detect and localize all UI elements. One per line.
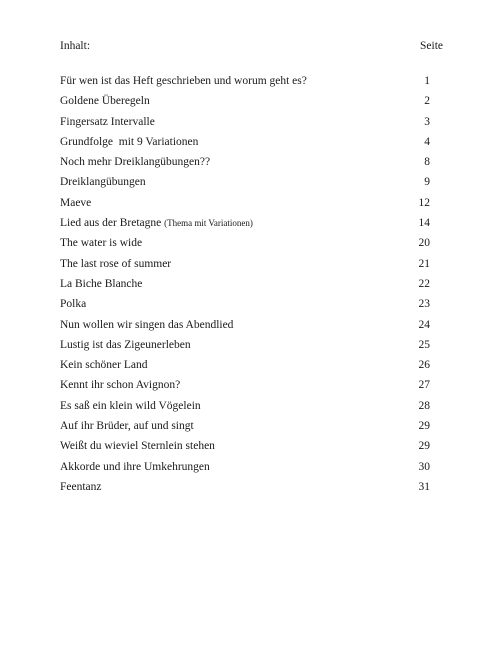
toc-entry [60,277,430,297]
toc-entry-title: Dreiklangübungen [60,176,146,189]
toc-entry-page: 26 [418,359,430,372]
toc-entry-page: 22 [418,277,430,290]
toc-entry-title: Auf ihr Brüder, auf und singt [60,420,194,433]
toc-entry-page: 12 [418,196,430,209]
toc-entry [60,94,430,114]
toc-entry [60,338,430,358]
toc-entry-title: Kennt ihr schon Avignon? [60,379,181,392]
toc-entry-title: Es saß ein klein wild Vögelein [60,399,201,412]
toc-entry-title: The water is wide [60,237,143,250]
toc-entry-title: Grundfolge mit 9 Variationen [60,135,199,148]
toc-entry-title: Fingersatz Intervalle [60,115,155,128]
toc-entry-note: (Thema mit Variationen) [164,218,253,229]
toc-entry-page: 2 [424,95,430,108]
toc-entry-page: 29 [418,440,430,453]
toc-entry-page: 25 [418,338,430,351]
toc-entry [60,358,430,378]
toc-entry [60,135,430,155]
toc-entry-page: 29 [418,420,430,433]
toc-entry [60,378,430,398]
toc-entry-title: Für wen ist das Heft geschrieben und worum geht es? [60,75,307,87]
toc-entry-page: 27 [418,379,430,392]
toc-entry-title: Feentanz [60,480,102,493]
toc-entry-page: 31 [418,480,430,493]
toc-entry [60,439,430,459]
toc-entry [60,257,430,277]
toc-entry-title: The last rose of summer [60,257,172,270]
toc-header [60,40,443,56]
toc-entry-page: 1 [424,75,430,87]
toc-entry-title: Lied aus der Bretagne (Thema mit Variationen) [60,217,253,230]
table-of-contents [60,74,430,500]
toc-entry-title: Weißt du wieviel Sternlein stehen [60,440,215,453]
toc-entry-title: Lustig ist das Zigeunerleben [60,338,191,351]
toc-entry-title: Goldene Überegeln [60,95,150,108]
toc-entry [60,419,430,439]
toc-entry [60,155,430,175]
toc-entry [60,480,430,500]
toc-entry-page: 23 [418,298,430,311]
toc-entry-title: La Biche Blanche [60,277,143,290]
toc-heading: Inhalt: [60,40,91,52]
toc-entry [60,399,430,419]
toc-entry-title: Akkorde und ihre Umkehrungen [60,460,210,473]
toc-entry [60,460,430,480]
toc-entry-title: Polka [60,298,87,311]
toc-entry [60,175,430,195]
toc-entry-page: 24 [418,318,430,331]
toc-entry [60,318,430,338]
toc-entry-title: Nun wollen wir singen das Abendlied [60,318,234,331]
toc-entry-page: 4 [424,135,430,148]
toc-entry-page: 14 [418,217,430,230]
toc-entry [60,297,430,317]
toc-entry-page: 28 [418,399,430,412]
toc-entry-title: Maeve [60,196,92,209]
toc-entry [60,74,430,94]
toc-entry-title: Kein schöner Land [60,359,148,372]
toc-entry-page: 8 [424,156,430,169]
page-column-heading: Seite [420,40,443,52]
toc-entry [60,216,430,236]
toc-entry-title: Noch mehr Dreiklangübungen?? [60,156,211,169]
toc-entry-page: 21 [418,257,430,270]
toc-entry-page: 30 [418,460,430,473]
toc-entry [60,236,430,256]
toc-entry [60,196,430,216]
toc-entry-page: 9 [424,176,430,189]
toc-entry [60,115,430,135]
toc-entry-page: 20 [418,237,430,250]
toc-entry-page: 3 [424,115,430,128]
